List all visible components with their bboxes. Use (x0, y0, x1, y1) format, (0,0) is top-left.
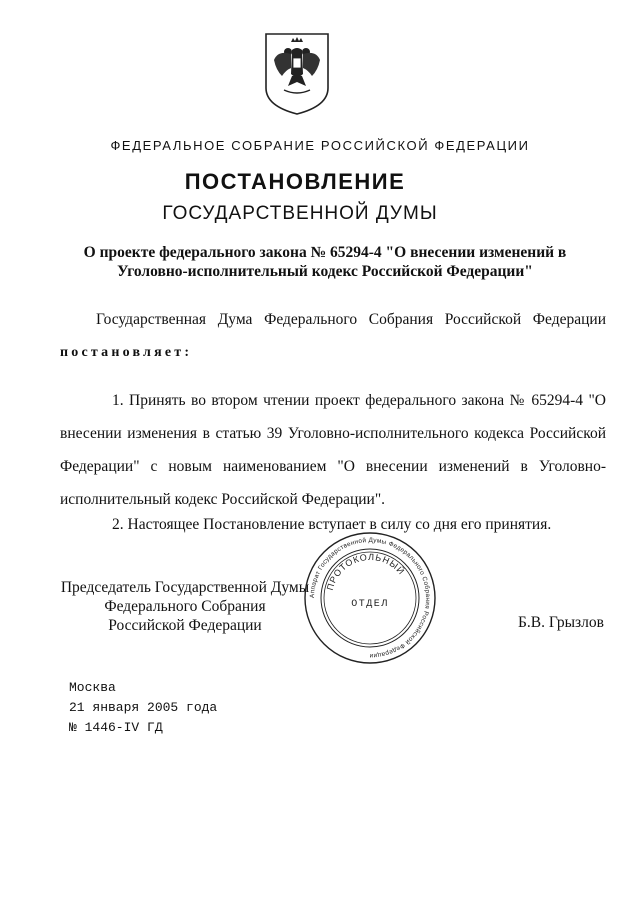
signatory-title-line-3: Российской Федерации (108, 617, 262, 634)
decree-word: постановляет: (60, 345, 193, 360)
subject-line-2: Уголовно-исполнительный кодекс Российской Федерации" (117, 263, 533, 280)
signatory-title (60, 578, 310, 635)
signatory-title-line-2: Федерального Собрания (104, 598, 266, 615)
clause-1: 1. Принять во втором чтении проект федерального закона № 65294-4 "О внесении изменения в статью 39 Уголовно-исполнительного кодекса Российской Федерации" с новым наименованием "О внесении изменений в Уголовно-исполнительный кодекс Российской Федерации". (60, 392, 606, 508)
stamp-outer-text: Аппарат Государственной Думы Федерального Собрания Российской Федерации (308, 536, 432, 660)
svg-text:ПРОТОКОЛЬНЫЙ (325, 552, 408, 592)
clause-2: 2. Настоящее Постановление вступает в силу со дня его принятия. (112, 516, 552, 533)
stamp-inner-text: ПРОТОКОЛЬНЫЙ (324, 551, 407, 592)
stamp-center-text: ОТДЕЛ (351, 599, 389, 610)
place-of-issue: Москва (69, 680, 116, 695)
document-issuer: ГОСУДАРСТВЕННОЙ ДУМЫ (162, 203, 438, 224)
signatory-name: Б.В. Грызлов (518, 614, 604, 631)
organization-name: ФЕДЕРАЛЬНОЕ СОБРАНИЕ РОССИЙСКОЙ ФЕДЕРАЦИИ (110, 138, 530, 153)
subject-line-1: О проекте федерального закона № 65294-4 "О внесении изменений в (83, 244, 567, 261)
coat-of-arms-icon (262, 30, 332, 116)
document-footer (69, 678, 217, 738)
document-number: № 1446-IV ГД (69, 720, 163, 735)
signatory-title-line-1: Председатель Государственной Думы (60, 579, 310, 596)
round-stamp (302, 530, 438, 666)
document-subject (60, 243, 590, 281)
intro-paragraph: Государственная Дума Федерального Собрания Российской Федерации (96, 311, 606, 328)
document-type: ПОСТАНОВЛЕНИЕ (184, 169, 406, 194)
issue-date: 21 января 2005 года (69, 700, 218, 715)
